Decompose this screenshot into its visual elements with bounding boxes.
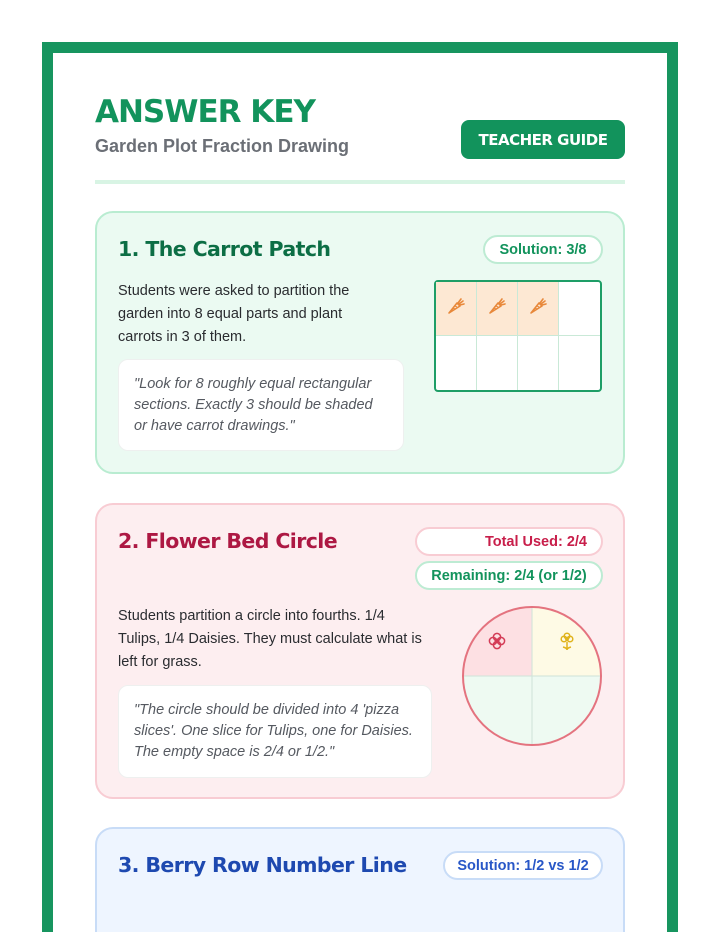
solution-pill: Solution: 3/8 [483, 235, 603, 264]
card-title: 1. The Carrot Patch [118, 237, 331, 261]
flower-bed-card [95, 503, 625, 799]
card-description: Students were asked to partition the garden into 8 equal parts and plant carrots in 3 of them. [118, 283, 350, 345]
remaining-pill: Remaining: 2/4 (or 1/2) [415, 561, 603, 590]
carrot-icon [446, 296, 466, 321]
grid-cell-filled [518, 282, 559, 336]
berry-row-card [95, 827, 625, 932]
empty-quarter [532, 676, 603, 747]
page-subtitle: Garden Plot Fraction Drawing [95, 136, 350, 156]
grid-cell-empty [436, 336, 477, 390]
page-title: ANSWER KEY [95, 94, 315, 130]
header-divider [95, 180, 625, 184]
carrot-icon [528, 296, 548, 321]
empty-quarter [461, 676, 532, 747]
card-title: 2. Flower Bed Circle [118, 529, 337, 553]
card-description: Students partition a circle into fourths. 1/4 Tulips, 1/4 Daisies. They must calculate what is left for grass. [118, 608, 422, 670]
carrot-icon [487, 296, 507, 321]
card-title: 3. Berry Row Number Line [118, 853, 407, 877]
solution-pill: Solution: 1/2 vs 1/2 [443, 851, 603, 880]
grid-cell-empty [518, 336, 559, 390]
grid-cell-empty [559, 282, 600, 336]
grid-cell-empty [477, 336, 518, 390]
grid-cell-filled [436, 282, 477, 336]
flower-bed-circle [461, 605, 603, 747]
carrot-patch-card [95, 211, 625, 474]
total-used-pill: Total Used: 2/4 [415, 527, 603, 556]
teacher-note-quote: "The circle should be divided into 4 'pizza slices'. One slice for Tulips, one for Daisies. The empty space is 2/4 or 1/2." [118, 685, 432, 778]
teacher-note-quote: "Look for 8 roughly equal rectangular sections. Exactly 3 should be shaded or have carrot drawings." [118, 359, 404, 451]
grid-cell-filled [477, 282, 518, 336]
grid-cell-empty [559, 336, 600, 390]
garden-grid [434, 280, 602, 392]
teacher-guide-badge[interactable]: TEACHER GUIDE [461, 120, 625, 159]
